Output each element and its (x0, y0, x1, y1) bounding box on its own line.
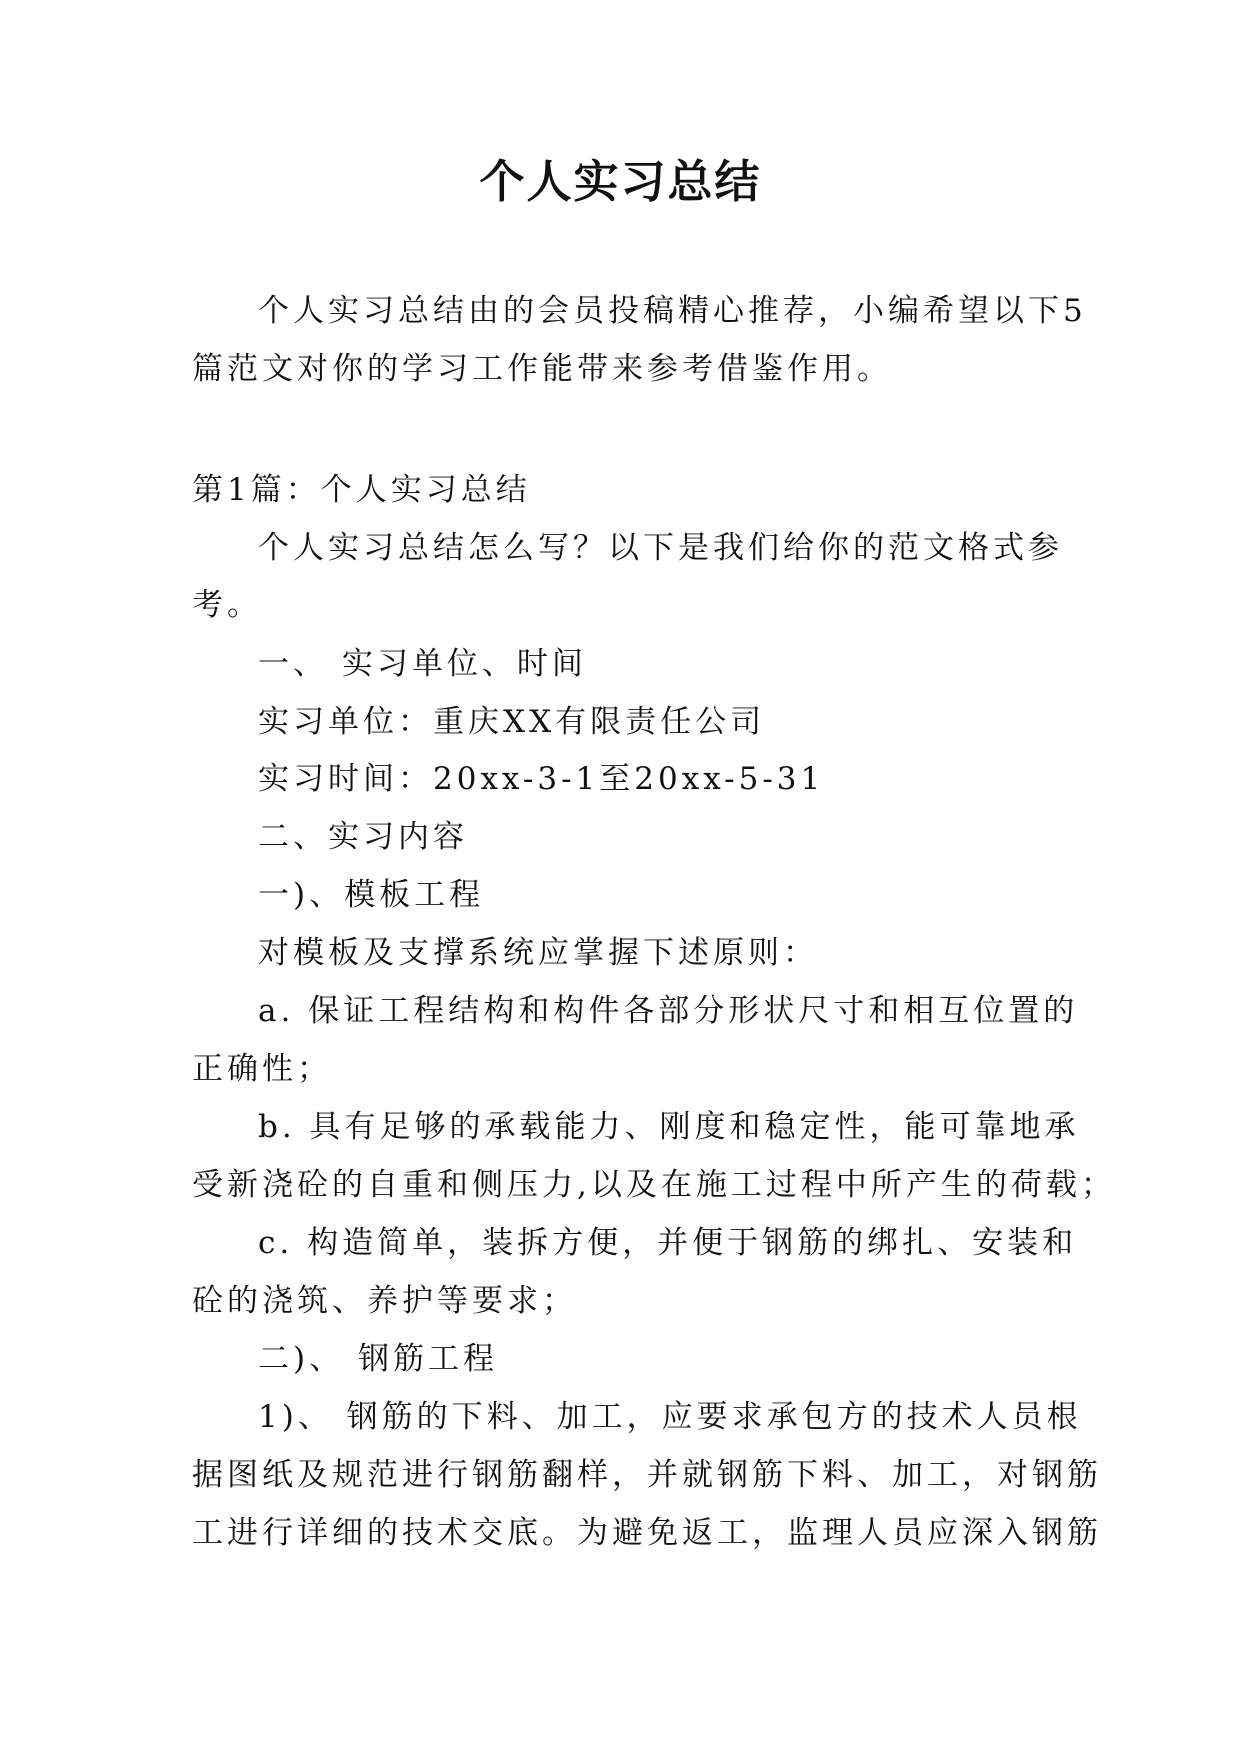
list-item-line: 正确性； (192, 1051, 332, 1087)
paragraph-line: 据图纸及规范进行钢筋翻样，并就钢筋下料、加工，对钢筋 (192, 1457, 1102, 1493)
paragraph-line: 个人实习总结怎么写？以下是我们给你的范文格式参 (258, 530, 1063, 566)
paragraph-line: 工进行详细的技术交底。为避免返工，监理人员应深入钢筋 (192, 1515, 1102, 1551)
intro-line-2: 篇范文对你的学习工作能带来参考借鉴作用。 (192, 351, 892, 387)
paragraph-line: 考。 (192, 587, 262, 623)
paragraph-line: 实习单位：重庆XX有限责任公司 (258, 704, 766, 740)
list-item-line: 受新浇砼的自重和侧压力,以及在施工过程中所产生的荷载； (192, 1167, 1116, 1203)
subheading-rebar: 二)、 钢筋工程 (258, 1341, 498, 1377)
paragraph-line: 对模板及支撑系统应掌握下述原则： (258, 935, 818, 971)
paragraph-line: 实习时间：20xx-3-1至20xx-5-31 (258, 761, 825, 797)
section-heading-1: 第1篇：个人实习总结 (192, 472, 531, 508)
list-item-line: 砼的浇筑、养护等要求； (192, 1283, 577, 1319)
subheading-unit-time: 一、 实习单位、时间 (258, 646, 587, 682)
intro-line-1: 个人实习总结由的会员投稿精心推荐，小编希望以下5 (258, 293, 1087, 329)
list-item-line: b. 具有足够的承载能力、刚度和稳定性，能可靠地承 (258, 1109, 1080, 1145)
paragraph-line: 1)、 钢筋的下料、加工，应要求承包方的技术人员根 (258, 1399, 1082, 1435)
document-title: 个人实习总结 (479, 155, 762, 208)
subheading-content: 二、实习内容 (258, 819, 468, 855)
list-item-line: c. 构造简单，装拆方便，并便于钢筋的绑扎、安装和 (258, 1225, 1078, 1261)
list-item-line: a. 保证工程结构和构件各部分形状尺寸和相互位置的 (258, 993, 1079, 1029)
subheading-formwork: 一)、模板工程 (258, 877, 485, 913)
